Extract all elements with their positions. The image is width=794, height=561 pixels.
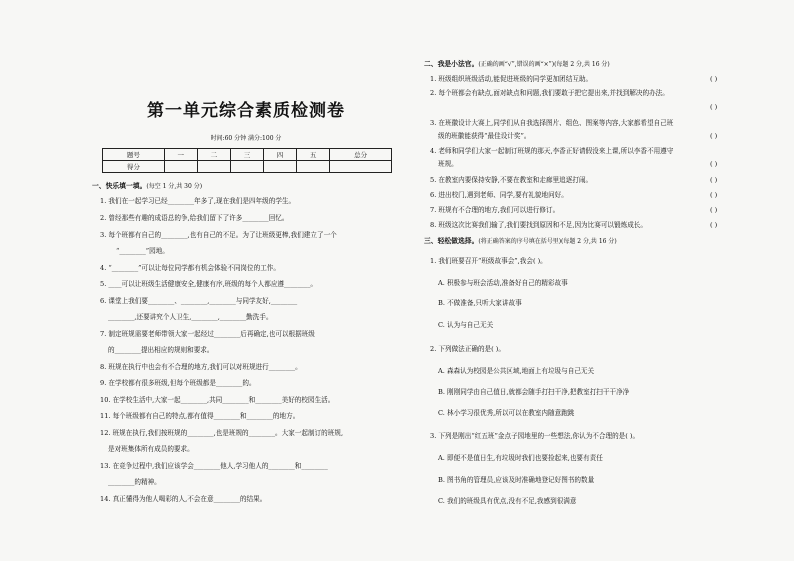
choice-option: B. 不做准备,只听大家讲故事 — [438, 299, 522, 307]
judge-item: 5. 在教室内要保持安静,不要在教室和走廊里追逐打闹。 — [430, 176, 593, 184]
section-2-title: 二、我是小法官。 — [424, 60, 479, 68]
fill-item: 是对班集体所有成员的要求。 — [108, 445, 194, 453]
score-cell: 二 — [197, 149, 230, 161]
score-cell: 题号 — [103, 149, 165, 161]
section-1-heading — [92, 182, 202, 190]
judge-item: 1. 班级组织班级活动,能促进班级的同学更加团结互助。 — [430, 75, 593, 83]
fill-item: 3. 每个班都有自己的________,也有自己的不足。为了让班级更棒,我们建立了一个 — [100, 231, 337, 239]
score-cell: 四 — [264, 149, 297, 161]
section-3-heading — [424, 237, 617, 245]
answer-paren: ( ) — [710, 75, 718, 83]
judge-item: 4. 老师和同学们大家一起制订班规的那天,李香正好请假没来上课,所以李香不用遵守 — [430, 147, 674, 155]
choice-option: A. 森森认为校园是公共区域,地面上有垃圾与自己无关 — [438, 367, 595, 375]
answer-paren: ( ) — [710, 132, 718, 140]
choice-option: B. 图书角的管理员,应该及时准确地登记好图书的数量 — [438, 476, 595, 484]
fill-item: ________,还要讲究个人卫生,________,________勤洗手。 — [108, 313, 273, 321]
judge-item: 2. 每个班都会有缺点,面对缺点和问题,我们要敢于把它提出来,并找到解决的办法。 — [430, 89, 669, 97]
choice-question: 3. 下列是刚出“红五班”金点子园地里的一些想法,你认为不合理的是( )。 — [430, 432, 640, 440]
fill-item: 12. 班规在执行,我们按班规的________,也是班规的________。大家一起制订的班规, — [100, 429, 344, 437]
choice-question: 2. 下列做法正确的是( )。 — [430, 345, 505, 353]
score-cell — [197, 161, 230, 173]
section-2-note: (正确的画“√”,错误的画“×”)(每题 2 分,共 16 分) — [478, 61, 610, 68]
choice-option: B. 刚刚同学由自己值日,就都会随手打扫干净,把教室打扫干干净净 — [438, 388, 630, 396]
fill-item: 6. 课堂上我们要________、________,________与同学友好,________ — [100, 297, 298, 305]
score-cell: 得分 — [103, 161, 165, 173]
section-1-title: 一、快乐填一填。 — [92, 182, 147, 190]
answer-paren: ( ) — [710, 221, 718, 229]
fill-item: “________”园地。 — [116, 247, 169, 255]
choice-question: 1. 我们班要召开“班级故事会”,我会( )。 — [430, 257, 547, 265]
fill-item: 8. 班规在执行中也会有不合理的地方,我们可以对班规进行________。 — [100, 363, 302, 371]
score-table — [102, 148, 392, 173]
section-1-note: (每空 1 分,共 30 分) — [146, 183, 203, 190]
fill-item: 14. 真正懂得为他人喝彩的人,不会在意________的结果。 — [100, 495, 267, 503]
judge-item: 级的班徽能获得“最佳设计奖”。 — [438, 132, 531, 140]
judge-item: 7. 班规有不合理的地方,我们可以进行修订。 — [430, 206, 560, 214]
choice-option: C. 认为与自己无关 — [438, 321, 494, 329]
choice-option: C. 林小学习很优秀,所以可以在教室内随意跑跳 — [438, 409, 575, 417]
fill-item: ________的精神。 — [108, 478, 161, 486]
answer-paren: ( ) — [710, 160, 718, 168]
judge-item: 6. 进出校门,遇到老师、同学,要有礼貌地问好。 — [430, 191, 568, 199]
fill-item: 4. “________”可以让每位同学都有机会体验不同岗位的工作。 — [100, 264, 280, 272]
page-title: 第一单元综合素质检测卷 — [147, 101, 345, 121]
answer-paren: ( ) — [710, 191, 718, 199]
score-cell — [264, 161, 297, 173]
score-cell: 三 — [230, 149, 263, 161]
score-cell — [297, 161, 330, 173]
judge-item: 8. 班级这次比赛我们输了,我们要找到原因和不足,因为比赛可以锻炼成长。 — [430, 221, 647, 229]
fill-item: 5. ____可以让班级生活健康安全,健康有序,班级的每个人都应遵________。 — [100, 280, 317, 288]
score-cell — [330, 161, 392, 173]
answer-paren: ( ) — [710, 206, 718, 214]
fill-item: 11. 每个班级都有自己的特点,都有值得________和________的地方。 — [100, 412, 300, 420]
choice-option: C. 我们的班级具有优点,没有不足,我感到很满意 — [438, 497, 577, 505]
fill-item: 2. 曾经那些有趣的成语总的争,给我们留下了许多________回忆。 — [100, 214, 289, 222]
answer-paren: ( ) — [710, 103, 718, 111]
score-cell: 一 — [164, 149, 197, 161]
section-3-note: (将正确答案的序号填在括号里)(每题 2 分,共 16 分) — [478, 238, 617, 245]
exam-meta: 时间:60 分钟 满分:100 分 — [210, 135, 282, 142]
section-3-title: 三、轻松做选择。 — [424, 237, 479, 245]
judge-item: 3. 在班徽设计大赛上,同学们从自我选择图片、组色、图案等内容,大家都希望自己班 — [430, 119, 674, 127]
fill-item: 的________提出相应的规则和要求。 — [108, 346, 214, 354]
score-cell — [230, 161, 263, 173]
judge-item: 班规。 — [438, 160, 458, 168]
fill-item: 13. 在竞争过程中,我们应该学会________他人,学习他人的________和________ — [100, 462, 328, 470]
score-cell — [164, 161, 197, 173]
fill-item: 1. 我们在一起学习已经________年多了,现在我们是四年级的学生。 — [100, 197, 296, 205]
score-cell: 总分 — [330, 149, 392, 161]
score-cell: 五 — [297, 149, 330, 161]
choice-option: A. 积极参与班会活动,准备好自己的精彩故事 — [438, 279, 568, 287]
fill-item: 9. 在学校都有很多班级,但每个班级都是________的。 — [100, 379, 256, 387]
fill-item: 7. 制定班规需要老师带领大家一起经过________后再确定,也可以根据班级 — [100, 330, 315, 338]
score-header-row — [103, 149, 392, 161]
choice-option: A. 即便不是值日生,有垃圾时我们也要捡起来,也要有责任 — [438, 454, 603, 462]
section-2-heading — [424, 60, 610, 68]
score-value-row — [103, 161, 392, 173]
answer-paren: ( ) — [710, 176, 718, 184]
fill-item: 10. 在学校生活中,大家一起________,共同________和________美好的校园生活。 — [100, 396, 335, 404]
